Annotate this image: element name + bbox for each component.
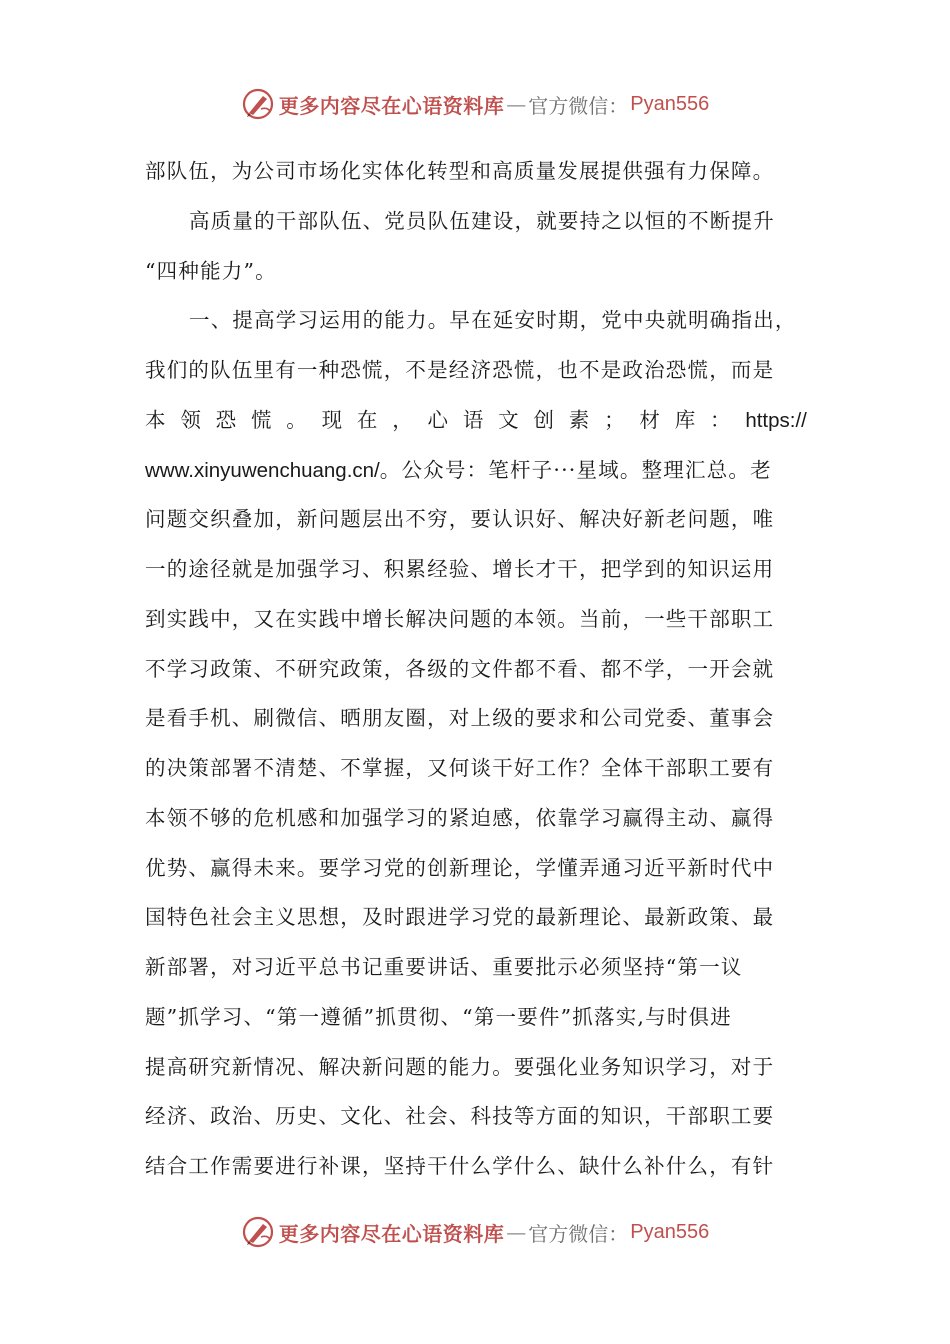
paragraph-line: 题”抓学习、“第一遵循”抓贯彻、“第一要件”抓落实,与时俱进 bbox=[145, 1004, 732, 1029]
justified-char: ： bbox=[710, 407, 731, 432]
footer-banner bbox=[0, 1212, 950, 1252]
paragraph-line-text: 。公众号：笔杆子···星域。整理汇总。老 bbox=[379, 457, 772, 482]
website-link[interactable]: www.xinyuwenchuang.cn/ bbox=[145, 458, 380, 482]
banner-title: 更多内容尽在心语资料库 bbox=[278, 93, 505, 118]
paragraph-line: 国特色社会主义思想，及时跟进学习党的最新理论、最新政策、最 bbox=[145, 905, 775, 930]
paragraph-line: 高质量的干部队伍、党员队伍建设，就要持之以恒的不断提升 bbox=[189, 208, 775, 233]
justified-char: 文 bbox=[498, 407, 519, 432]
document-body bbox=[145, 147, 807, 1192]
justified-char: 领 bbox=[180, 407, 201, 432]
justified-char: ； bbox=[604, 407, 625, 432]
justified-char: 创 bbox=[533, 407, 554, 432]
paragraph-line: 结合工作需要进行补课，坚持干什么学什么、缺什么补什么，有针 bbox=[145, 1154, 775, 1178]
banner-wechat-id: Pyan556 bbox=[630, 1220, 710, 1243]
paragraph-line: 我们的队伍里有一种恐慌，不是经济恐慌，也不是政治恐慌，而是 bbox=[145, 358, 775, 382]
justified-char: https:// bbox=[745, 408, 807, 432]
justified-char: 现 bbox=[321, 407, 343, 432]
paragraph-line: 到实践中，又在实践中增长解决问题的本领。当前，一些干部职工 bbox=[145, 606, 775, 631]
justified-paragraph-line bbox=[145, 396, 807, 446]
paragraph-line: 是看手机、刷微信、晒朋友圈，对上级的要求和公司党委、董事会 bbox=[145, 706, 775, 731]
justified-char: 慌 bbox=[250, 407, 272, 432]
pen-circle-logo-icon bbox=[241, 87, 275, 121]
banner-title: 更多内容尽在心语资料库 bbox=[278, 1221, 505, 1246]
justified-char: 在 bbox=[356, 407, 378, 432]
justified-char: 恐 bbox=[215, 407, 237, 432]
justified-char: 语 bbox=[462, 407, 484, 432]
url-paragraph-line bbox=[145, 446, 807, 496]
justified-char: 素 bbox=[568, 407, 590, 432]
header-banner bbox=[0, 84, 950, 124]
paragraph-line: 问题交织叠加，新问题层出不穷，要认识好、解决好新老问题，唯 bbox=[145, 507, 775, 532]
paragraph-line: 一的途径就是加强学习、积累经验、增长才干，把学到的知识运用 bbox=[145, 557, 775, 581]
banner-wechat-label: 官方微信： bbox=[528, 1221, 629, 1246]
justified-char: 库 bbox=[674, 407, 696, 432]
justified-char: 材 bbox=[639, 407, 660, 432]
pen-circle-logo-icon bbox=[241, 1215, 275, 1249]
paragraph-line: 本领不够的危机感和加强学习的紧迫感，依靠学习赢得主动、赢得 bbox=[145, 805, 775, 830]
paragraph-line: 不学习政策、不研究政策，各级的文件都不看、都不学，一开会就 bbox=[145, 656, 775, 681]
banner-dash: — bbox=[506, 1220, 527, 1244]
paragraph-line: 新部署，对习近平总书记重要讲话、重要批示必须坚持“第一议 bbox=[145, 955, 743, 979]
paragraph-line: 部队伍，为公司市场化实体化转型和高质量发展提供强有力保障。 bbox=[145, 159, 775, 183]
justified-char: 。 bbox=[286, 407, 307, 432]
banner-wechat-label: 官方微信： bbox=[528, 93, 629, 118]
justified-char: 心 bbox=[427, 407, 448, 432]
banner-wechat-id: Pyan556 bbox=[630, 92, 710, 115]
paragraph-line: 的决策部署不清楚、不掌握，又何谈干好工作？全体干部职工要有 bbox=[145, 756, 775, 780]
paragraph-line: 提高研究新情况、解决新问题的能力。要强化业务知识学习，对于 bbox=[145, 1054, 775, 1079]
justified-char: 本 bbox=[145, 407, 166, 432]
paragraph-line: “四种能力”。 bbox=[145, 258, 277, 283]
paragraph-line: 经济、政治、历史、文化、社会、科技等方面的知识，干部职工要 bbox=[145, 1104, 775, 1129]
paragraph-line: 优势、赢得未来。要学习党的创新理论，学懂弄通习近平新时代中 bbox=[145, 855, 775, 880]
justified-char: ， bbox=[392, 407, 413, 432]
banner-dash: — bbox=[506, 92, 527, 116]
paragraph-line: 一、提高学习运用的能力。早在延安时期，党中央就明确指出， bbox=[189, 308, 797, 333]
